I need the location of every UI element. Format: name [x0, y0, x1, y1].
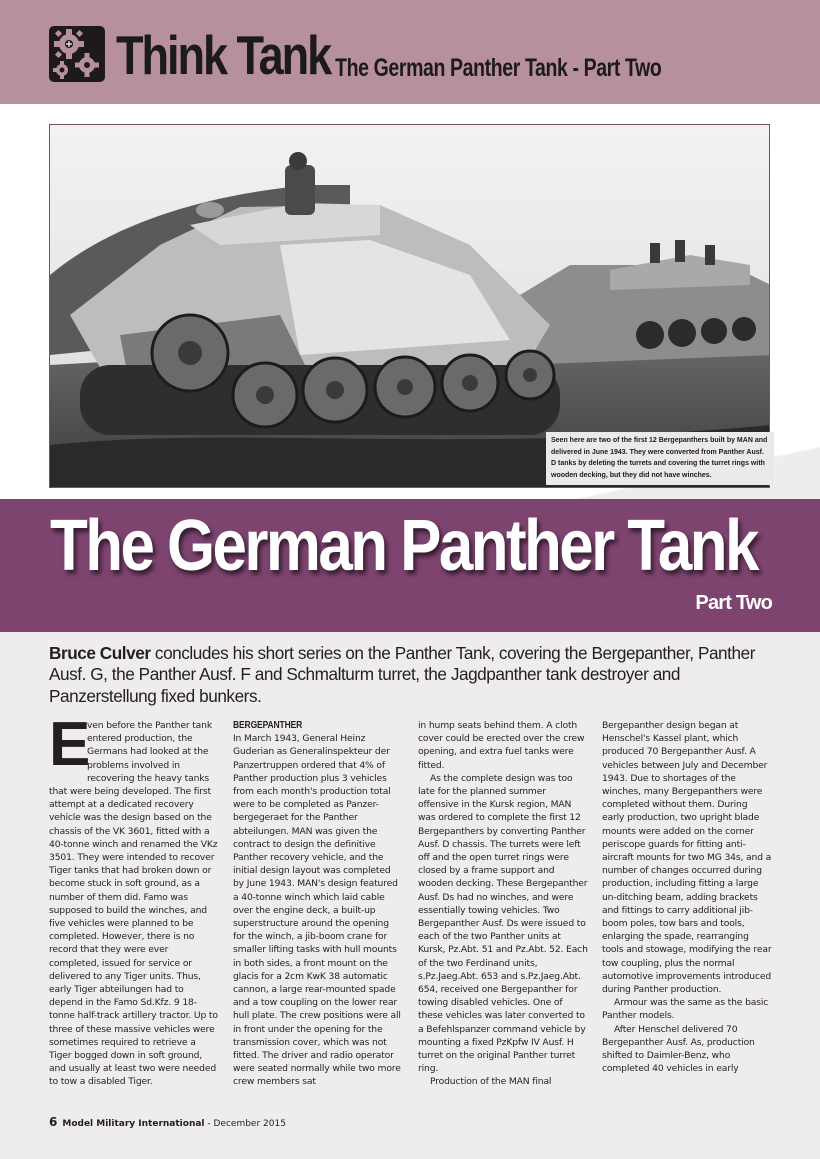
magazine-name: Model Military International	[62, 1119, 205, 1129]
article-title: The German Panther Tank	[50, 506, 757, 586]
paragraph: Armour was the same as the basic Panther models.	[602, 997, 769, 1022]
article-column-1	[49, 710, 219, 1089]
gears-logo-icon	[49, 26, 105, 82]
paragraph: Bergepanther design began at Henschel's Kassel plant, which produced 70 Bergepanther Ausf. A vehicles between July and December 1943. Due to shortages of the winches, many Bergepanthers were completed without them. During early production, two upright blade mounts were added on the corner periscope guards for fitting anti-aircraft mounts for two MG 34s, and a number of changes occurred during production, including fitting a large un-ditching beam, adding brackets and fittings to carry additional jib-boom poles, tow bars and tools, enlarging the spade, rearranging tools and stowage, modifying the rear tow coupling, plus the normal automotive improvements introduced during Panther production.	[602, 720, 772, 996]
standfirst-text: concludes his short series on the Panther Tank, covering the Bergepanther, Panther Ausf. G, the Panther Ausf. F and Schmalturm turret, the Jagdpanther tank destroyer and Panzerstellung fixed bunkers.	[49, 643, 755, 706]
section-title: Think Tank	[116, 24, 331, 86]
paragraph: ven before the Panther tank entered production, the Germans had looked at the problems involved in recovering the heavy tanks that were being developed. The first attempt at a dedicated recovery vehicle was the design based on the chassis of the VK 3601, fitted with a 40-tonne winch and renamed the VKz 3501. They were intended to recover Tiger tanks that had broken down or become stuck in soft ground, as a number of them did. Famo was supposed to build the winches, and five vehicles were planned to be completed. However, there is no record that they were ever completed, issued for service or delivered to any Tiger units. Thus, early Tiger abteilungen had to depend in the Famo Sd.Kfz. 9 18-tonne half-track artillery tractor. Up to three of these massive vehicles were sometimes required to retrieve a Tiger bogged down in soft ground, and usually at least two were needed to tow a disabled Tiger.	[49, 720, 218, 1088]
paragraph: In March 1943, General Heinz Guderian as Generalinspekteur der Panzertruppen ordered that 4% of Panther production plus 3 vehicles from each month's production total were to be completed as Panzer-bergegeraet for the Panther abteilungen. MAN was given the contract to design the definitive Panther recovery vehicle, and the initial design layout was completed by June 1943. MAN's design featured a 40-tonne winch which laid cable over the engine deck, a built-up superstructure around the opening for the winch, a jib-boom crane for smaller lifting tasks with hull mounts in both sides, a front mount on the glacis for a 2cm KwK 38 automatic cannon, a large rear-mounted spade and a tow coupling on the lower rear hull plate. The crew positions were all in front under the opening for the transmission cover, which was not fitted. The driver and radio operator were seated normally while two more crew members sat	[233, 733, 401, 1088]
page-number: 6	[49, 1115, 58, 1129]
section-subtitle: - The German Panther Tank - Part Two	[324, 54, 662, 82]
photo-caption: Seen here are two of the first 12 Bergepanthers built by MAN and delivered in June 1943. They were converted from Panther Ausf. D tanks by deleting the turrets and covering the turret rings with wooden decking, but they did not have winches.	[546, 432, 774, 485]
paragraph: As the complete design was too late for the planned summer offensive in the Kursk region, MAN was ordered to complete the first 12 Bergepanthers by converting Panther Ausf. D chassis. The turrets were left off and the open turret rings were closed by a frame support and wooden decking. These Bergepanther Ausf. Ds had no winches, and were essentially towing vehicles. Two Bergepanther Ausf. Ds were issued to each of the two Panther units at Kursk, Pz.Abt. 51 and Pz.Abt. 52. Each of the two Ferdinand units, s.Pz.Jaeg.Abt. 653 and s.Pz.Jaeg.Abt. 654, received one Bergepanther for towing disabled vehicles. One of these vehicles was later converted to a Befehlspanzer command vehicle by mounting a fixed PzKpfw IV Ausf. H turret on the original Panther turret ring.	[418, 772, 588, 1075]
drop-cap: E	[49, 710, 91, 779]
article-column-4	[602, 719, 772, 1075]
paragraph: Production of the MAN final	[430, 1076, 552, 1088]
paragraph: in hump seats behind them. A cloth cover could be erected over the crew opening, and extra fuel tanks were fitted.	[418, 720, 585, 771]
issue-date: - December 2015	[204, 1119, 286, 1129]
author-name: Bruce Culver	[49, 643, 151, 663]
page-footer	[49, 1115, 286, 1129]
section-heading: BERGEPANTHER	[233, 720, 303, 731]
standfirst	[49, 643, 771, 707]
article-column-3	[418, 719, 588, 1089]
article-column-2	[233, 719, 403, 1089]
article-part: Part Two	[695, 592, 772, 614]
paragraph: After Henschel delivered 70 Bergepanther Ausf. As, production shifted to Daimler-Benz, who completed 40 vehicles in early	[602, 1023, 755, 1075]
